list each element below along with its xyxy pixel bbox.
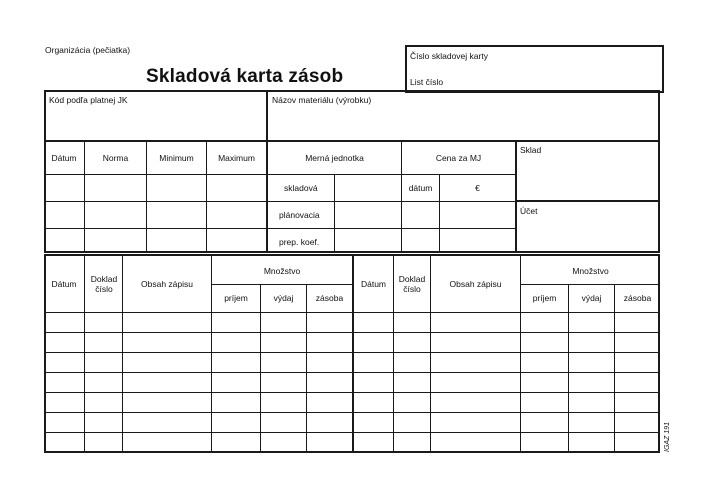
divider — [393, 255, 394, 453]
ledger-right-issue-header: výdaj — [581, 293, 602, 303]
divider — [44, 432, 660, 433]
ledger-left-stock-header: zásoba — [315, 293, 344, 303]
ledger-left-quantity-header: Množstvo — [263, 266, 301, 276]
divider — [44, 174, 516, 175]
divider — [260, 284, 261, 453]
ledger-right-receipt-header: príjem — [532, 293, 557, 303]
card-number-label: Číslo skladovej karty — [410, 51, 488, 61]
divider — [515, 141, 517, 253]
divider — [84, 255, 85, 453]
divider — [44, 201, 516, 202]
ledger-left-doc-header: Doklad číslo — [90, 274, 118, 294]
divider — [568, 284, 569, 453]
unit-header: Merná jednotka — [305, 153, 364, 163]
unit-row-coefficient: prep. koef. — [279, 237, 320, 247]
form-code: IGAZ 191 — [664, 422, 671, 452]
warehouse-label: Sklad — [520, 145, 542, 155]
maximum-header: Maximum — [218, 153, 255, 163]
norm-date-header: Dátum — [51, 153, 77, 163]
divider — [44, 352, 660, 353]
ledger-left-date-header: Dátum — [51, 279, 77, 289]
ledger-right-quantity-header: Množstvo — [572, 266, 609, 276]
ledger-right-stock-header: zásoba — [623, 293, 652, 303]
divider — [520, 284, 660, 285]
divider — [516, 200, 660, 202]
unit-row-planning: plánovacia — [279, 210, 320, 220]
divider — [44, 312, 660, 313]
form-title: Skladová karta zásob — [146, 66, 344, 87]
unit-row-stock: skladová — [284, 183, 318, 193]
divider — [614, 284, 615, 453]
divider — [334, 175, 335, 253]
organization-label: Organizácia (pečiatka) — [45, 45, 131, 55]
divider — [44, 372, 660, 373]
divider — [44, 412, 660, 413]
ledger-right-date-header: Dátum — [360, 279, 387, 289]
ledger-left-issue-header: výdaj — [273, 293, 294, 303]
divider — [211, 284, 353, 285]
ledger-right-content-header: Obsah zápisu — [449, 279, 502, 289]
ledger-left-receipt-header: príjem — [224, 293, 248, 303]
divider — [44, 140, 660, 142]
divider — [306, 284, 307, 453]
ledger-left-content-header: Obsah zápisu — [141, 279, 193, 289]
divider — [44, 228, 516, 229]
sheet-number-label: List číslo — [410, 77, 444, 87]
divider — [44, 392, 660, 393]
material-name-label: Názov materiálu (výrobku) — [272, 95, 372, 105]
norm-header: Norma — [102, 153, 129, 163]
ledger-right-doc-header: Doklad číslo — [398, 274, 426, 294]
divider — [44, 332, 660, 333]
price-header: Cena za MJ — [435, 153, 482, 163]
code-label: Kód podľa platnej JK — [49, 95, 128, 105]
minimum-header: Minimum — [159, 153, 194, 163]
price-date-label: dátum — [408, 183, 433, 193]
currency-symbol: € — [475, 183, 480, 193]
account-label: Účet — [520, 206, 538, 216]
